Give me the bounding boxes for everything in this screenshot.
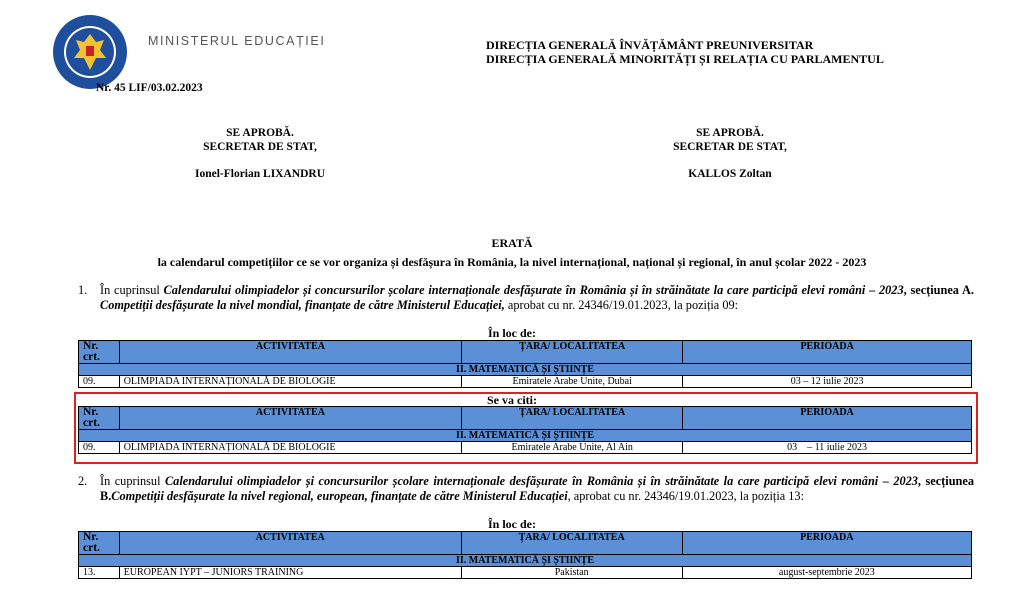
section-number: 2. xyxy=(78,474,88,488)
caption-read: Se va citi: xyxy=(487,393,537,407)
cell-period: 03 – 12 iulie 2023 xyxy=(683,376,972,388)
table-section-row: II. MATEMATICĂ ȘI ȘTIINȚE xyxy=(79,430,972,442)
approval-line: SE APROBĂ. xyxy=(696,127,764,139)
table-row xyxy=(79,567,972,579)
cell-country: Emiratele Arabe Unite, Dubai xyxy=(462,376,683,388)
document-title: ERATĂ xyxy=(491,236,533,250)
table-original-1 xyxy=(78,340,972,388)
cell-activity: OLIMPIADA INTERNAȚIONALĂ DE BIOLOGIE xyxy=(119,376,461,388)
header-period: PERIOADA xyxy=(682,532,971,555)
cell-country: Emiratele Arabe Unite, Al Ain xyxy=(462,442,683,454)
table-header-row xyxy=(79,532,972,555)
header-country: ȚARA/ LOCALITATEA xyxy=(462,341,683,364)
directorates xyxy=(486,38,884,66)
document-number: Nr. 45 LIF/03.02.2023 xyxy=(96,82,203,94)
paragraph-text: În cuprinsul xyxy=(100,474,165,488)
ministry-name: MINISTERUL EDUCAȚIEI xyxy=(148,34,326,48)
header-period: PERIOADA xyxy=(683,407,972,430)
approval-role: SECRETAR DE STAT, xyxy=(673,141,787,153)
approval-left xyxy=(150,126,370,154)
cell-nr: 09. xyxy=(79,376,120,388)
caption-instead: În loc de: xyxy=(488,326,536,340)
header-country: ȚARA/ LOCALITATEA xyxy=(462,407,683,430)
header-country: ȚARA/ LOCALITATEA xyxy=(461,532,682,555)
cell-period: 03 – 11 iulie 2023 xyxy=(683,442,972,454)
highlight-box xyxy=(74,392,978,464)
approver-name-right: KALLOS Zoltan xyxy=(688,168,772,180)
header-period: PERIOADA xyxy=(683,341,972,364)
cell-activity: OLIMPIADA INTERNAȚIONALĂ DE BIOLOGIE xyxy=(119,442,461,454)
paragraph-text-bold: , secțiunea B. xyxy=(100,474,974,503)
header-activity: ACTIVITATEA xyxy=(119,341,461,364)
section-number: 1. xyxy=(78,283,88,297)
table-original-2 xyxy=(78,531,972,579)
paragraph-text-bold: , secțiunea A. xyxy=(903,283,974,297)
header-nr: Nr. crt. xyxy=(79,407,120,430)
directorate-line: DIRECȚIA GENERALĂ MINORITĂȚI ȘI RELAȚIA CU PARLAMENTUL xyxy=(486,52,884,66)
cell-nr: 09. xyxy=(79,442,120,454)
document-subtitle: la calendarul competițiilor ce se vor organiza și desfășura în România, la nivel internațional, național și regional, în anul școlar 2022 - 2023 xyxy=(157,255,867,269)
paragraph-text-emphasis: Calendarului olimpiadelor și concursurilor școlare internaționale desfășurate în România și în străinătate la care participă elevi români – 2023 xyxy=(163,283,904,297)
section-paragraph-2 xyxy=(78,474,974,503)
table-section-row: II. MATEMATICĂ ȘI ȘTIINȚE xyxy=(79,555,972,567)
approval-role: SECRETAR DE STAT, xyxy=(203,141,317,153)
government-seal-logo xyxy=(52,14,128,90)
table-section-row: II. MATEMATICĂ ȘI ȘTIINȚE xyxy=(79,364,972,376)
approval-right xyxy=(620,126,840,154)
header-activity: ACTIVITATEA xyxy=(119,407,461,430)
table-row xyxy=(79,376,972,388)
paragraph-text-emphasis: Competiții desfășurate la nivel regional, european, finanțate de către Ministerul Educației xyxy=(111,488,568,503)
cell-activity: EUROPEAN IYPT – JUNIORS TRAINING xyxy=(119,567,461,579)
cell-period: august-septembrie 2023 xyxy=(682,567,971,579)
header-nr: Nr. crt. xyxy=(79,341,120,364)
header-nr: Nr. crt. xyxy=(79,532,120,555)
section-paragraph-1 xyxy=(78,283,974,312)
cell-country: Pakistan xyxy=(461,567,682,579)
paragraph-text: , aprobat cu nr. 24346/19.01.2023, la poziția 13: xyxy=(567,488,804,503)
paragraph-text-emphasis: Competiții desfășurate la nivel mondial, finanțate de către Ministerul Educației, xyxy=(100,297,505,312)
paragraph-text: aprobat cu nr. 24346/19.01.2023, la poziția 09: xyxy=(504,297,739,312)
approver-name-left: Ionel-Florian LIXANDRU xyxy=(194,168,325,180)
header-activity: ACTIVITATEA xyxy=(119,532,461,555)
cell-nr: 13. xyxy=(79,567,120,579)
approval-line: SE APROBĂ. xyxy=(226,127,294,139)
paragraph-text-emphasis: Calendarului olimpiadelor și concursurilor școlare internaționale desfășurate în România și în străinătate la care participă elevi români – 2023 xyxy=(164,474,918,488)
caption-instead-2: În loc de: xyxy=(488,517,536,531)
table-header-row xyxy=(79,341,972,364)
paragraph-text: În cuprinsul xyxy=(100,283,164,297)
directorate-line: DIRECȚIA GENERALĂ ÎNVĂȚĂMÂNT PREUNIVERSITAR xyxy=(486,38,814,52)
